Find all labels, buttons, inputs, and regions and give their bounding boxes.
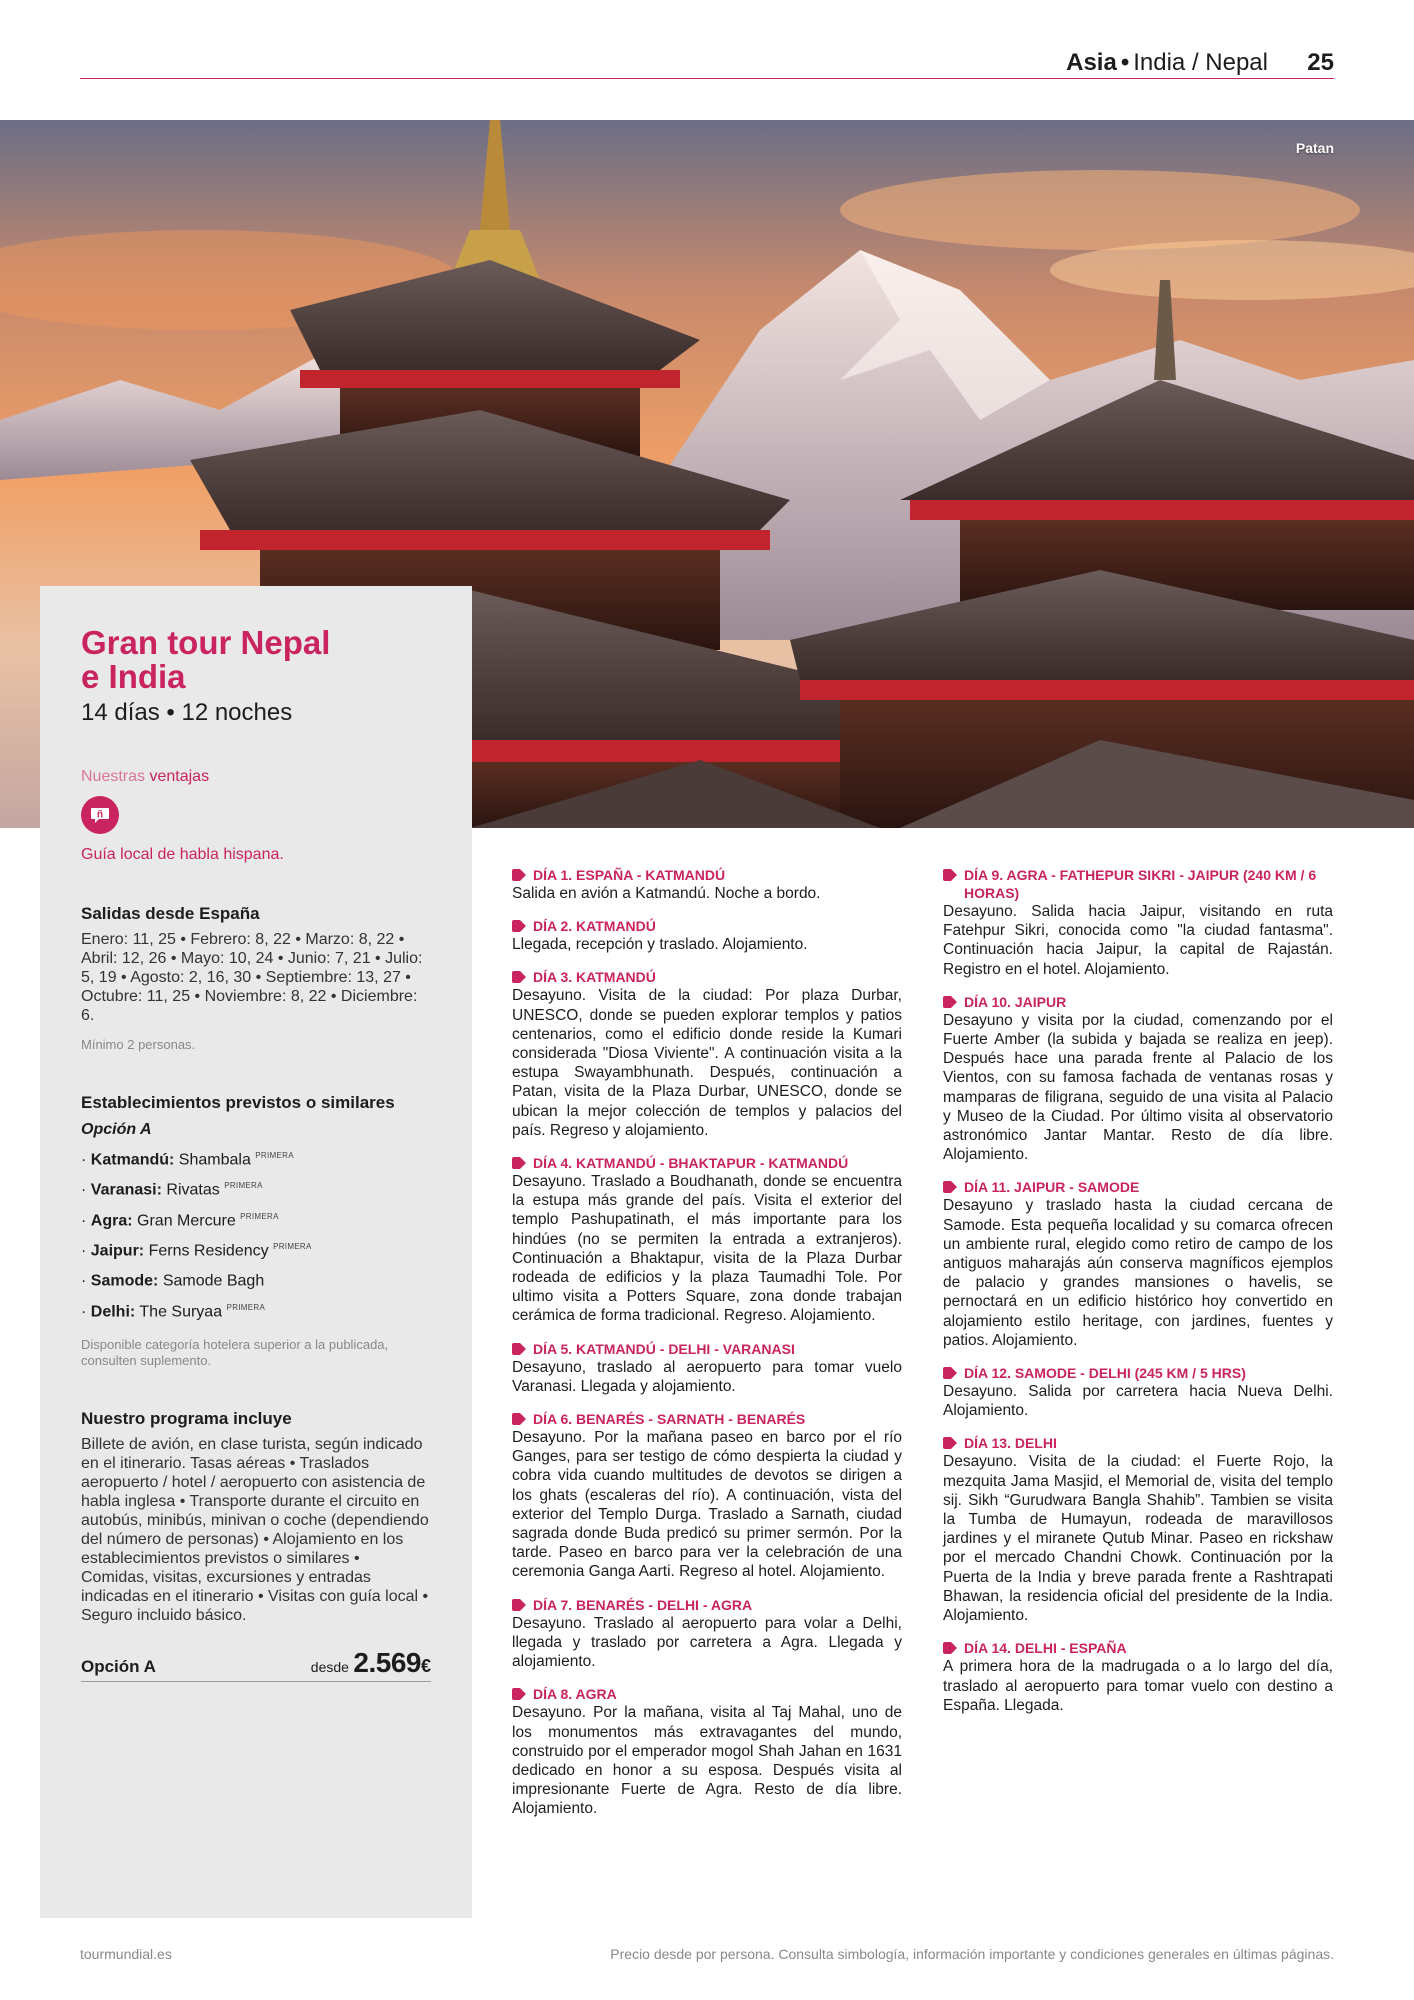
itinerary-day: [943, 866, 1333, 979]
day-description: Desayuno. Por la mañana, visita al Taj Mahal, uno de los monumentos más extravagantes del mundo, construido por el emperador mogol Shah Jahan en 1631 dedicado en honor a su esposa. Después visita al impresionante Fuerte de Agra. Resto de día libre. Alojamiento.: [512, 1704, 902, 1818]
day-title-text: DÍA 5. KATMANDÚ - DELHI - VARANASI: [533, 1340, 795, 1357]
day-arrow-icon: [943, 1367, 957, 1379]
itinerary-day: [512, 917, 902, 954]
hotel-item: · Agra: Gran Mercure $^{PRIMERA}$: [81, 1211, 279, 1229]
day-description: Desayuno. Visita de la ciudad: Por plaza Durbar, UNESCO, donde se pueden explorar templos y patios centenarios, como el edificio donde reside la Kumari considerada "Diosa Viviente". A continuación visita a la estupa Swayambhunath. Después, continuación a Patan, visita de la Plaza Durbar, UNESCO, donde se ubican la mejor colección de templos y palacios del país. Regreso y alojamiento.: [512, 987, 902, 1139]
hotels-note: Disponible categoría hotelera superior a la publicada, consulten suplemento.: [81, 1336, 389, 1368]
advantages-emphasis: ventajas: [149, 768, 210, 785]
hotel-item: · Jaipur: Ferns Residency $^{PRIMERA}$: [81, 1241, 312, 1260]
hotel-item: · Varanasi: Rivatas $^{PRIMERA}$: [81, 1181, 263, 1199]
itinerary-column-right: [943, 866, 1333, 1729]
departures-dates: Enero: 11, 25 • Febrero: 8, 22 • Marzo: 8, 22 • Abril: 12, 26 • Mayo: 10, 24 • Junio: 7, 21 • Julio: 5, 19 • Agosto: 2, 16, 30 • Septiembre: 13, 27 • Octubre: 11, 25 • Noviembre: 8, 22 • Diciembre: 6.: [81, 931, 423, 1024]
day-title-text: DÍA 4. KATMANDÚ - BHAKTAPUR - KATMANDÚ: [533, 1155, 849, 1172]
hotel-city: Agra:: [90, 1211, 133, 1229]
advantages-label: [81, 768, 431, 786]
hotel-city: Katmandú:: [90, 1151, 175, 1169]
departures-note: Mínimo 2 personas.: [81, 1037, 196, 1052]
photo-caption: Patan: [1295, 140, 1334, 156]
tour-title-line2: e India: [81, 658, 186, 695]
hotel-name: The Suryaa: [139, 1302, 223, 1320]
day-arrow-icon: [943, 996, 957, 1008]
itinerary-day: [512, 866, 902, 903]
day-arrow-icon: [512, 1688, 526, 1700]
day-arrow-icon: [512, 1413, 526, 1425]
day-arrow-icon: [512, 1343, 526, 1355]
day-title-text: DÍA 9. AGRA - FATHEPUR SIKRI - JAIPUR (240 KM / 6 HORAS): [964, 867, 1317, 901]
day-title-text: DÍA 3. KATMANDÚ: [533, 969, 656, 986]
price-box: [311, 1647, 431, 1679]
day-title-text: DÍA 13. DELHI: [964, 1435, 1057, 1452]
departures-title: Salidas desde España: [81, 904, 260, 923]
header-divider: [80, 78, 1334, 79]
hotel-city: Samode:: [90, 1272, 159, 1290]
day-title-text: DÍA 2. KATMANDÚ: [533, 918, 656, 935]
day-title-text: DÍA 14. DELHI - ESPAÑA: [964, 1640, 1127, 1657]
itinerary-day: [512, 1596, 902, 1672]
tour-info-content: [81, 626, 431, 1625]
includes-title: Nuestro programa incluye: [81, 1408, 292, 1428]
day-title: [512, 968, 902, 986]
day-arrow-icon: [512, 869, 526, 881]
day-description: Desayuno. Salida por carretera hacia Nueva Delhi. Alojamiento.: [943, 1383, 1333, 1420]
day-arrow-icon: [512, 920, 526, 932]
day-description: Salida en avión a Katmandú. Noche a bordo.: [512, 885, 821, 902]
hotel-city: Varanasi:: [90, 1181, 162, 1199]
itinerary-day: [943, 1639, 1333, 1715]
hotel-item: · Delhi: The Suryaa $^{PRIMERA}$: [81, 1302, 266, 1320]
price-value: 2.569: [353, 1647, 421, 1678]
day-title: [943, 1639, 1333, 1657]
hotels-title: Establecimientos previstos o similares: [81, 1093, 395, 1112]
day-title-text: DÍA 6. BENARÉS - SARNATH - BENARÉS: [533, 1411, 806, 1428]
day-description: Desayuno. Visita de la ciudad: el Fuerte Rojo, la mezquita Jama Masjid, el Memorial de, visita del templo sij. Sikh “Gurudwara Bangla Shahib”. Tambien se visita la Tumba de Humayun, rodeada de maravillosos jardines y el miranete Qutub Minar. Paseo en rickshaw por el mercado Chandni Chowk. Continuación por la Puerta de la India y breve parada frente a Rashtrapati Bhawan, la residencia oficial del presidente de la India. Alojamiento.: [943, 1453, 1333, 1625]
svg-text:ñ: ñ: [96, 809, 104, 821]
hotel-category: PRIMERA: [255, 1151, 294, 1160]
day-arrow-icon: [943, 1437, 957, 1449]
day-arrow-icon: [512, 1157, 526, 1169]
day-title: [512, 1685, 902, 1703]
day-arrow-icon: [943, 1181, 957, 1193]
itinerary-day: [943, 1434, 1333, 1625]
day-title: [943, 1364, 1333, 1382]
day-title: [943, 993, 1333, 1011]
day-description: Desayuno. Traslado al aeropuerto para volar a Delhi, llegada y traslado por carretera a Agra. Llegada y alojamiento.: [512, 1614, 902, 1671]
hotel-name: Rivatas: [166, 1181, 220, 1199]
hotel-list: [81, 1143, 431, 1325]
footer-website: tourmundial.es: [80, 1946, 172, 1962]
day-description: Desayuno. Por la mañana paseo en barco por el río Ganges, para ser testigo de cómo despierta la ciudad y cobra vida cuando multitudes de devotos se dirigen a los ghats (escaleras del río). A continuación, vista del exterior del Templo Durga. Traslado a Sarnath, ciudad sagrada donde Buda predicó su primer sermón. Por la tarde. Paseo en barco para ver la celebración de una ceremonia Ganga Aarti. Regreso al hotel. Alojamiento.: [512, 1429, 902, 1581]
day-title: [512, 917, 902, 935]
day-description: Llegada, recepción y traslado. Alojamiento.: [512, 936, 808, 954]
tour-title-line1: Gran tour Nepal: [81, 624, 331, 661]
hotel-name: Samode Bagh: [162, 1272, 265, 1290]
day-title-text: DÍA 7. BENARÉS - DELHI - AGRA: [533, 1596, 753, 1613]
advantages-prefix: Nuestras: [81, 768, 146, 785]
itinerary-day: [512, 1410, 902, 1582]
itinerary-column-left: [512, 866, 902, 1833]
hotel-item: · Samode: Samode Bagh: [81, 1272, 265, 1290]
spanish-guide-glyph: [89, 804, 111, 826]
day-description: Desayuno, traslado al aeropuerto para tomar vuelo Varanasi. Llegada y alojamiento.: [512, 1358, 902, 1395]
tour-duration: 14 días • 12 noches: [81, 699, 293, 726]
day-title-text: DÍA 1. ESPAÑA - KATMANDÚ: [533, 867, 726, 883]
day-title-text: DÍA 8. AGRA: [533, 1686, 617, 1703]
day-description: Desayuno y visita por la ciudad, comenzando por el Fuerte Amber (la subida y bajada se realiza en jeep). Después hace una parada frente al Palacio de los Vientos, con su famosa fachada de ventanas rosas y mamparas de filigrana, seguido de una visita al Palacio y Museo de la Ciudad. Por último visita al observatorio astronómico Jantar Mantar. Resto de día libre. Alojamiento.: [943, 1011, 1333, 1164]
hotels-option: Opción A: [81, 1121, 152, 1138]
itinerary-day: [512, 1154, 902, 1326]
price-currency: €: [420, 1656, 431, 1676]
region-label: Asia: [1066, 49, 1117, 76]
day-description: Desayuno. Salida hacia Jaipur, visitando en ruta Fatehpur Sikri, conocida como "la ciudad fantasma". Continuación hacia Jaipur, la capital de Rajastán. Registro en el hotel. Alojamiento.: [943, 903, 1333, 978]
itinerary-day: [943, 1178, 1333, 1350]
countries-label: India / Nepal: [1133, 49, 1268, 76]
itinerary-day: [512, 1685, 902, 1818]
hotel-category: PRIMERA: [224, 1181, 263, 1191]
hotel-category: PRIMERA: [240, 1211, 279, 1221]
hotel-name: Ferns Residency: [148, 1242, 269, 1260]
itinerary-day: [943, 993, 1333, 1165]
hotel-name: Shambala: [178, 1151, 251, 1169]
day-title: [512, 866, 902, 884]
day-title: [943, 1434, 1333, 1452]
day-title-text: DÍA 12. SAMODE - DELHI (245 KM / 5 HRS): [964, 1365, 1246, 1382]
hotel-city: Delhi:: [90, 1302, 136, 1320]
day-title: [512, 1596, 902, 1614]
price-option: Opción A: [81, 1657, 156, 1676]
itinerary-day: [512, 968, 902, 1140]
itinerary-day: [512, 1340, 902, 1396]
day-title: [943, 1178, 1333, 1196]
day-title: [512, 1340, 902, 1358]
hotel-name: Gran Mercure: [137, 1211, 236, 1229]
day-description: A primera hora de la madrugada o a lo largo del día, traslado al aeropuerto para tomar vuelo con destino a España. Llegada.: [943, 1658, 1333, 1714]
footer-disclaimer: Precio desde por persona. Consulta simbología, información importante y condiciones generales en últimas páginas.: [610, 1946, 1334, 1962]
hotel-category: PRIMERA: [226, 1302, 266, 1312]
title-separator: •: [1120, 49, 1130, 76]
price-row: [81, 1642, 431, 1682]
section-title: [1066, 46, 1268, 80]
page-number: 25: [1307, 49, 1334, 76]
spanish-guide-icon: [81, 796, 119, 834]
hotel-category: PRIMERA: [273, 1241, 312, 1251]
day-arrow-icon: [512, 1599, 526, 1611]
day-title: [943, 866, 1333, 902]
day-arrow-icon: [943, 1642, 957, 1654]
price-from-label: desde: [310, 1659, 349, 1675]
day-title: [512, 1154, 902, 1172]
tour-info-panel: [40, 586, 472, 1918]
day-description: Desayuno y traslado hasta la ciudad cercana de Samode. Esta pequeña localidad y su comarca ofrecen un ambiente rural, elegido como retiro de campo de los antiguos maharajás aún conserva magníficos ejemplos de palacio y grandes mansiones o havelis, se pernoctará en un edificio histórico hoy convertido en alojamiento estilo heritage, con jardines, fuentes y patios. Alojamiento.: [943, 1197, 1333, 1349]
hotel-item: · Katmandú: Shambala $^{PRIMERA}$: [81, 1151, 294, 1169]
advantage-text: Guía local de habla hispana.: [81, 846, 284, 863]
page-header: [80, 46, 1334, 80]
day-arrow-icon: [512, 971, 526, 983]
day-arrow-icon: [943, 869, 957, 881]
day-title-text: DÍA 10. JAIPUR: [964, 993, 1067, 1010]
day-title-text: DÍA 11. JAIPUR - SAMODE: [964, 1179, 1140, 1196]
includes-text: Billete de avión, en clase turista, según indicado en el itinerario. Tasas aéreas • Traslados aeropuerto / hotel / aeropuerto con asistencia de habla inglesa • Transporte durante el circuito en autobús, minibús, minivan o coche (dependiendo del número de personas) • Alojamiento en los establecimientos previstos o similares • Comidas, visitas, excursiones y entradas indicadas en el itinerario • Visitas con guía local • Seguro incluido básico.: [81, 1435, 429, 1624]
day-title: [512, 1410, 902, 1428]
day-description: Desayuno. Traslado a Boudhanath, donde se encuentra la estupa más grande del país. Visita el exterior del templo Pashupatinath, el más importante para los hindúes (no se permiten la entrada a extranjeros). Continuación a Bhaktapur, visita de la Plaza Durbar rodeada de edificios y la plaza Taumadhi Tole. Por ultimo visita a Potters Square, zona donde trabajan cerámica de forma tradicional. Regreso. Alojamiento.: [512, 1173, 902, 1325]
hotel-city: Jaipur:: [90, 1242, 145, 1260]
tour-title: [81, 626, 431, 694]
itinerary-day: [943, 1364, 1333, 1420]
